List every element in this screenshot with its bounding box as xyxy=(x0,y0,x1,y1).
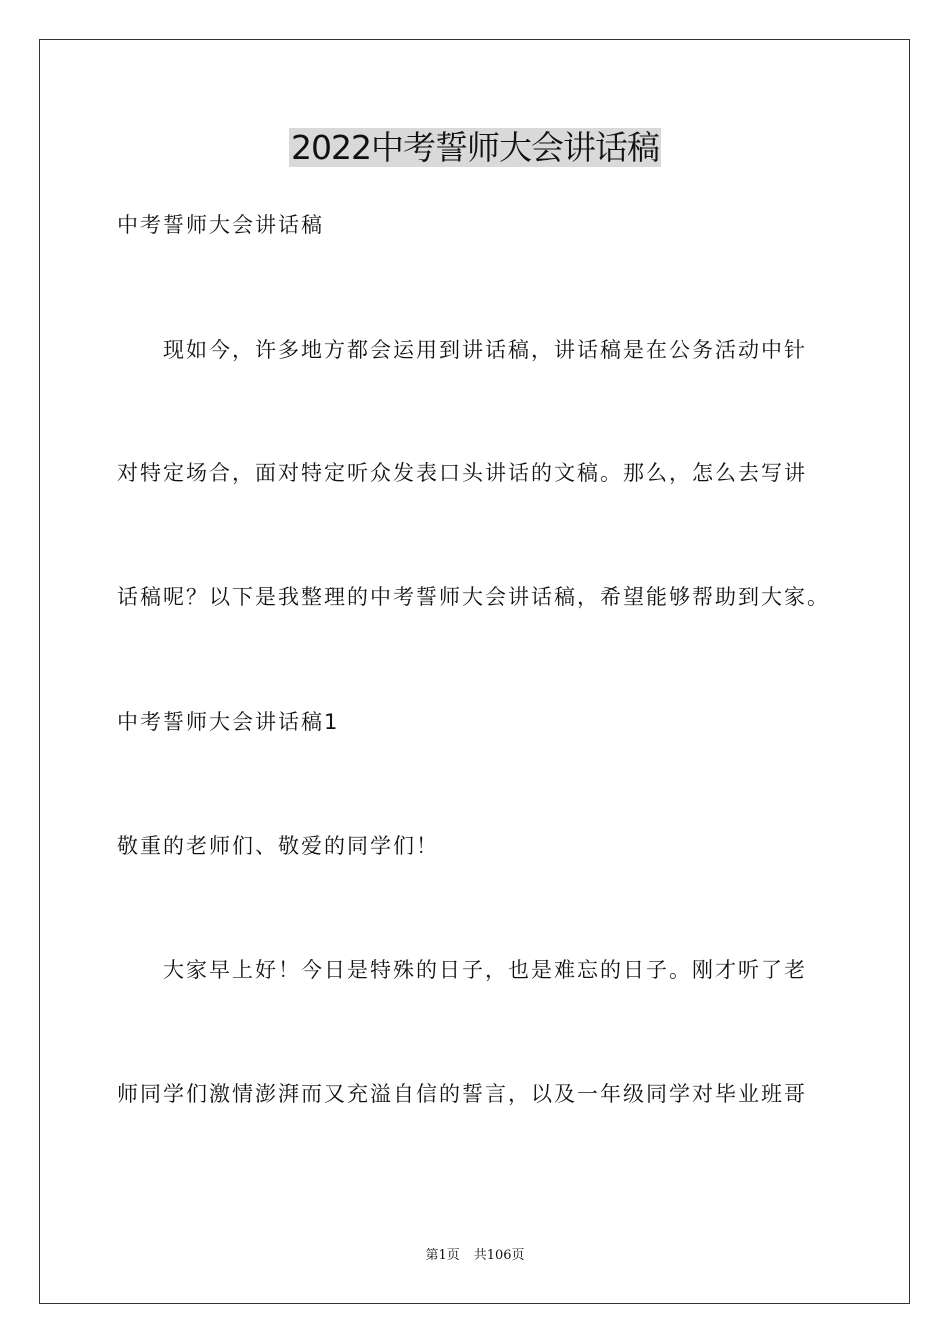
body-line-salutation: 敬重的老师们、敬爱的同学们！ xyxy=(117,834,439,858)
body-line: 现如今，许多地方都会运用到讲话稿，讲话稿是在公务活动中针 xyxy=(163,338,807,362)
body-line-subtitle: 中考誓师大会讲话稿 xyxy=(117,213,324,237)
page-number: 第1页 xyxy=(425,1248,460,1263)
page-footer xyxy=(0,1247,950,1265)
body-line: 大家早上好！今日是特殊的日子，也是难忘的日子。刚才听了老 xyxy=(163,958,807,982)
body-line: 师同学们激情澎湃而又充溢自信的誓言，以及一年级同学对毕业班哥 xyxy=(117,1082,807,1106)
body-line: 对特定场合，面对特定听众发表口头讲话的文稿。那么，怎么去写讲 xyxy=(117,461,807,485)
body-line: 话稿呢？以下是我整理的中考誓师大会讲话稿，希望能够帮助到大家。 xyxy=(117,585,830,609)
document-title xyxy=(0,128,950,168)
section-heading: 中考誓师大会讲话稿1 xyxy=(117,710,340,734)
document-title-text: 2022中考誓师大会讲话稿 xyxy=(291,128,659,167)
page-total: 共106页 xyxy=(473,1248,525,1263)
